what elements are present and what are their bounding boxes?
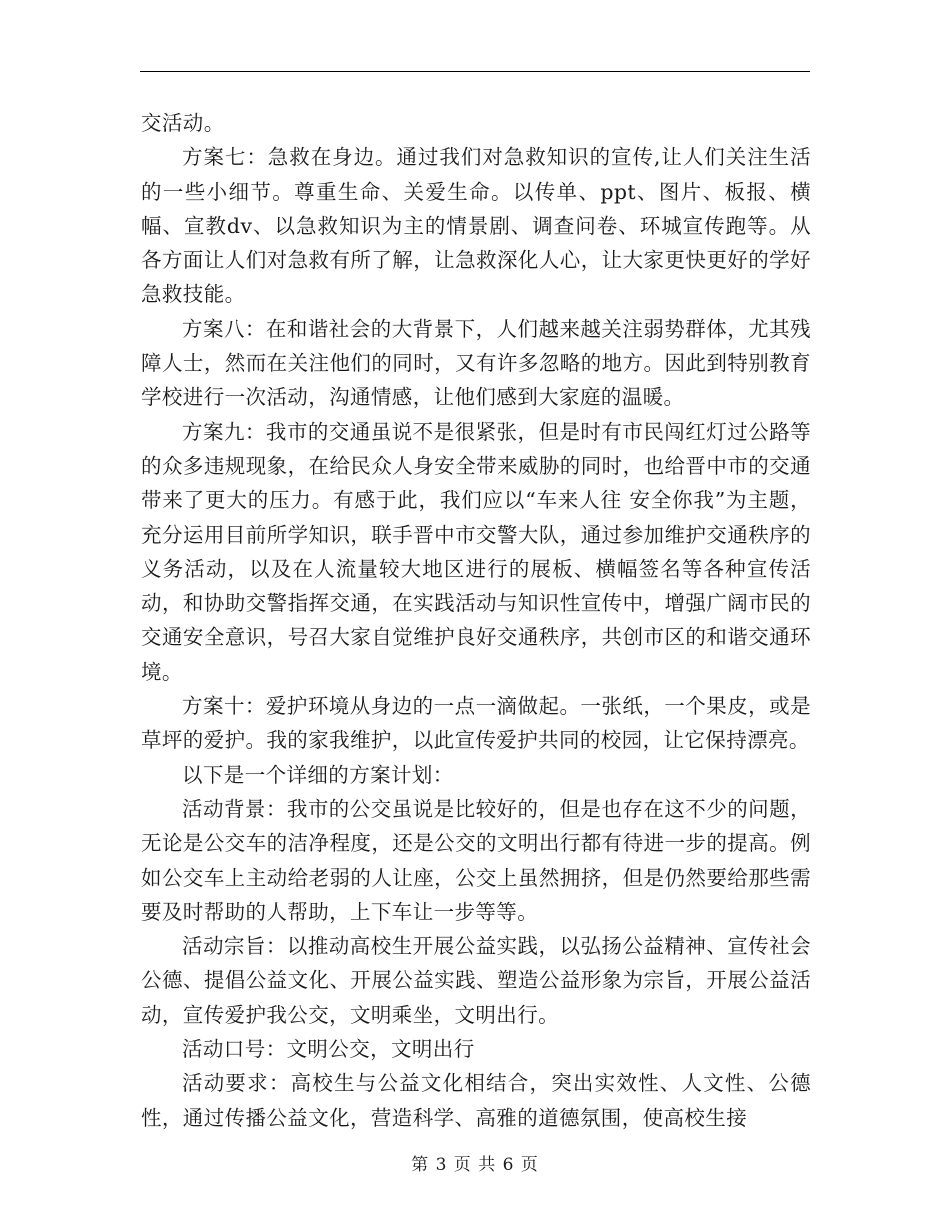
paragraph-9: 活动要求：高校生与公益文化相结合，突出实效性、人文性、公德性，通过传播公益文化，营造科学、高雅的道德氛围，使高校生接: [141, 1071, 811, 1130]
paragraph-2: 方案八：在和谐社会的大背景下，人们越来越关注弱势群体，尤其残障人士，然而在关注他们的同时，又有许多忽略的地方。因此到特别教育学校进行一次活动，沟通情感，让他们感到大家庭的温暖。: [141, 316, 811, 410]
paragraph-1: 方案七：急救在身边。通过我们对急救知识的宣传,让人们关注生活的一些小细节。尊重生命、关爱生命。以传单、ppt、图片、板报、横幅、宣教dv、以急救知识为主的情景剧、调查问卷、环城宣传跑等。从各方面让人们对急救有所了解，让急救深化人心，让大家更快更好的学好急救技能。: [141, 145, 811, 307]
paragraph-0: 交活动。: [141, 111, 225, 135]
paragraph-4: 方案十：爱护环境从身边的一点一滴做起。一张纸，一个果皮，或是草坪的爱护。我的家我维护，以此宣传爱护共同的校园，让它保持漂亮。: [141, 694, 811, 753]
document-body: [141, 106, 811, 1135]
paragraph-6: 活动背景：我市的公交虽说是比较好的，但是也存在这不少的问题，无论是公交车的洁净程度，还是公交的文明出行都有待进一步的提高。例如公交车上主动给老弱的人让座，公交上虽然拥挤，但是仍然要给那些需要及时帮助的人帮助，上下车让一步等等。: [141, 796, 811, 924]
paragraph-5: 以下是一个详细的方案计划：: [182, 762, 454, 787]
paragraph-3: 方案九：我市的交通虽说不是很紧张，但是时有市民闯红灯过公路等的众多违规现象，在给民众人身安全带来威胁的同时，也给晋中市的交通带来了更大的压力。有感于此，我们应以“车来人往 安全你我”为主题，充分运用目前所学知识，联手晋中市交警大队，通过参加维护交通秩序的义务活动，以及在人流量较大地区进行的展板、横幅签名等各种宣传活动，和协助交警指挥交通，在实践活动与知识性宣传中，增强广阔市民的交通安全意识，号召大家自觉维护良好交通秩序，共创市区的和谐交通环境。: [141, 419, 811, 684]
paragraph-8: 活动口号：文明公交，文明出行: [182, 1037, 475, 1062]
header-rule: [140, 71, 810, 72]
paragraph-7: 活动宗旨：以推动高校生开展公益实践，以弘扬公益精神、宣传社会公德、提倡公益文化、开展公益实践、塑造公益形象为宗旨，开展公益活动，宣传爱护我公交，文明乘坐，文明出行。: [141, 934, 811, 1027]
page-number-footer: 第 3 页 共 6 页: [411, 1155, 539, 1175]
